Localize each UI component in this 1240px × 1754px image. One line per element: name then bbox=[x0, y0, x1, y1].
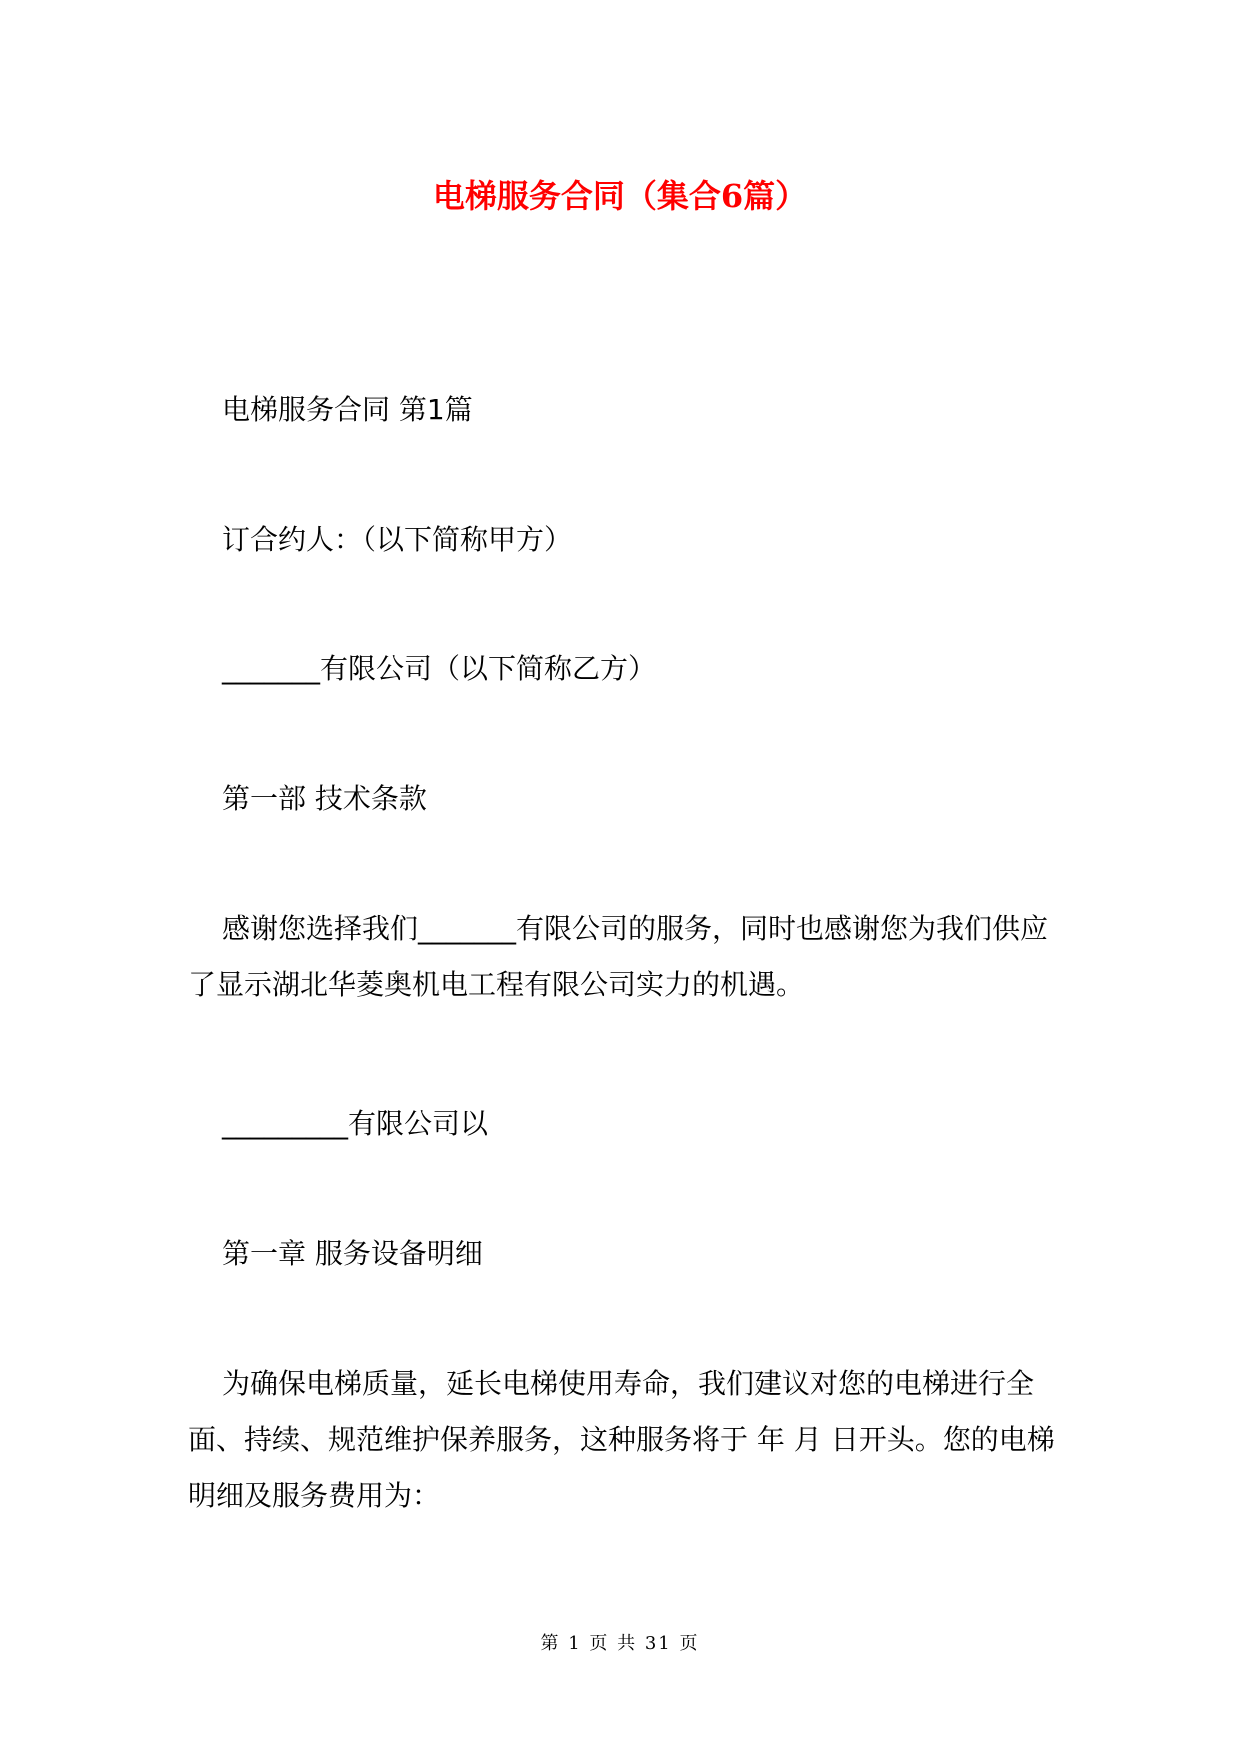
paragraph-text: 第一部 技术条款 bbox=[222, 782, 427, 815]
paragraph-thanks bbox=[188, 901, 1058, 1013]
paragraph-party-b bbox=[188, 641, 1058, 697]
paragraph-text: 感谢您选择我们_______有限公司的服务，同时也感谢您为我们供应了显示湖北华菱奥机电工程有限公司实力的机遇。 bbox=[188, 912, 1049, 1001]
paragraph-text: 为确保电梯质量，延长电梯使用寿命，我们建议对您的电梯进行全面、持续、规范维护保养服务，这种服务将于 年 月 日开头。您的电梯明细及服务费用为： bbox=[188, 1367, 1055, 1512]
paragraph-service-details bbox=[188, 1356, 1058, 1524]
paragraph-company bbox=[188, 1096, 1058, 1152]
paragraph-text: 电梯服务合同 第1篇 bbox=[222, 393, 473, 426]
paragraph-text: 第一章 服务设备明细 bbox=[222, 1237, 483, 1270]
paragraph-part-heading bbox=[188, 771, 1058, 827]
paragraph-chapter-heading bbox=[188, 1226, 1058, 1282]
paragraph-text: 订合约人：（以下简称甲方） bbox=[222, 523, 573, 556]
paragraph-party-a bbox=[188, 512, 1058, 568]
page-number-footer: 第 1 页 共 31 页 bbox=[540, 1633, 700, 1654]
paragraph-text: _______有限公司（以下简称乙方） bbox=[222, 652, 657, 685]
paragraph-text: _________有限公司以 bbox=[222, 1107, 489, 1140]
document-title: 电梯服务合同（集合6篇） bbox=[432, 177, 808, 215]
paragraph-section-heading bbox=[188, 382, 1058, 438]
